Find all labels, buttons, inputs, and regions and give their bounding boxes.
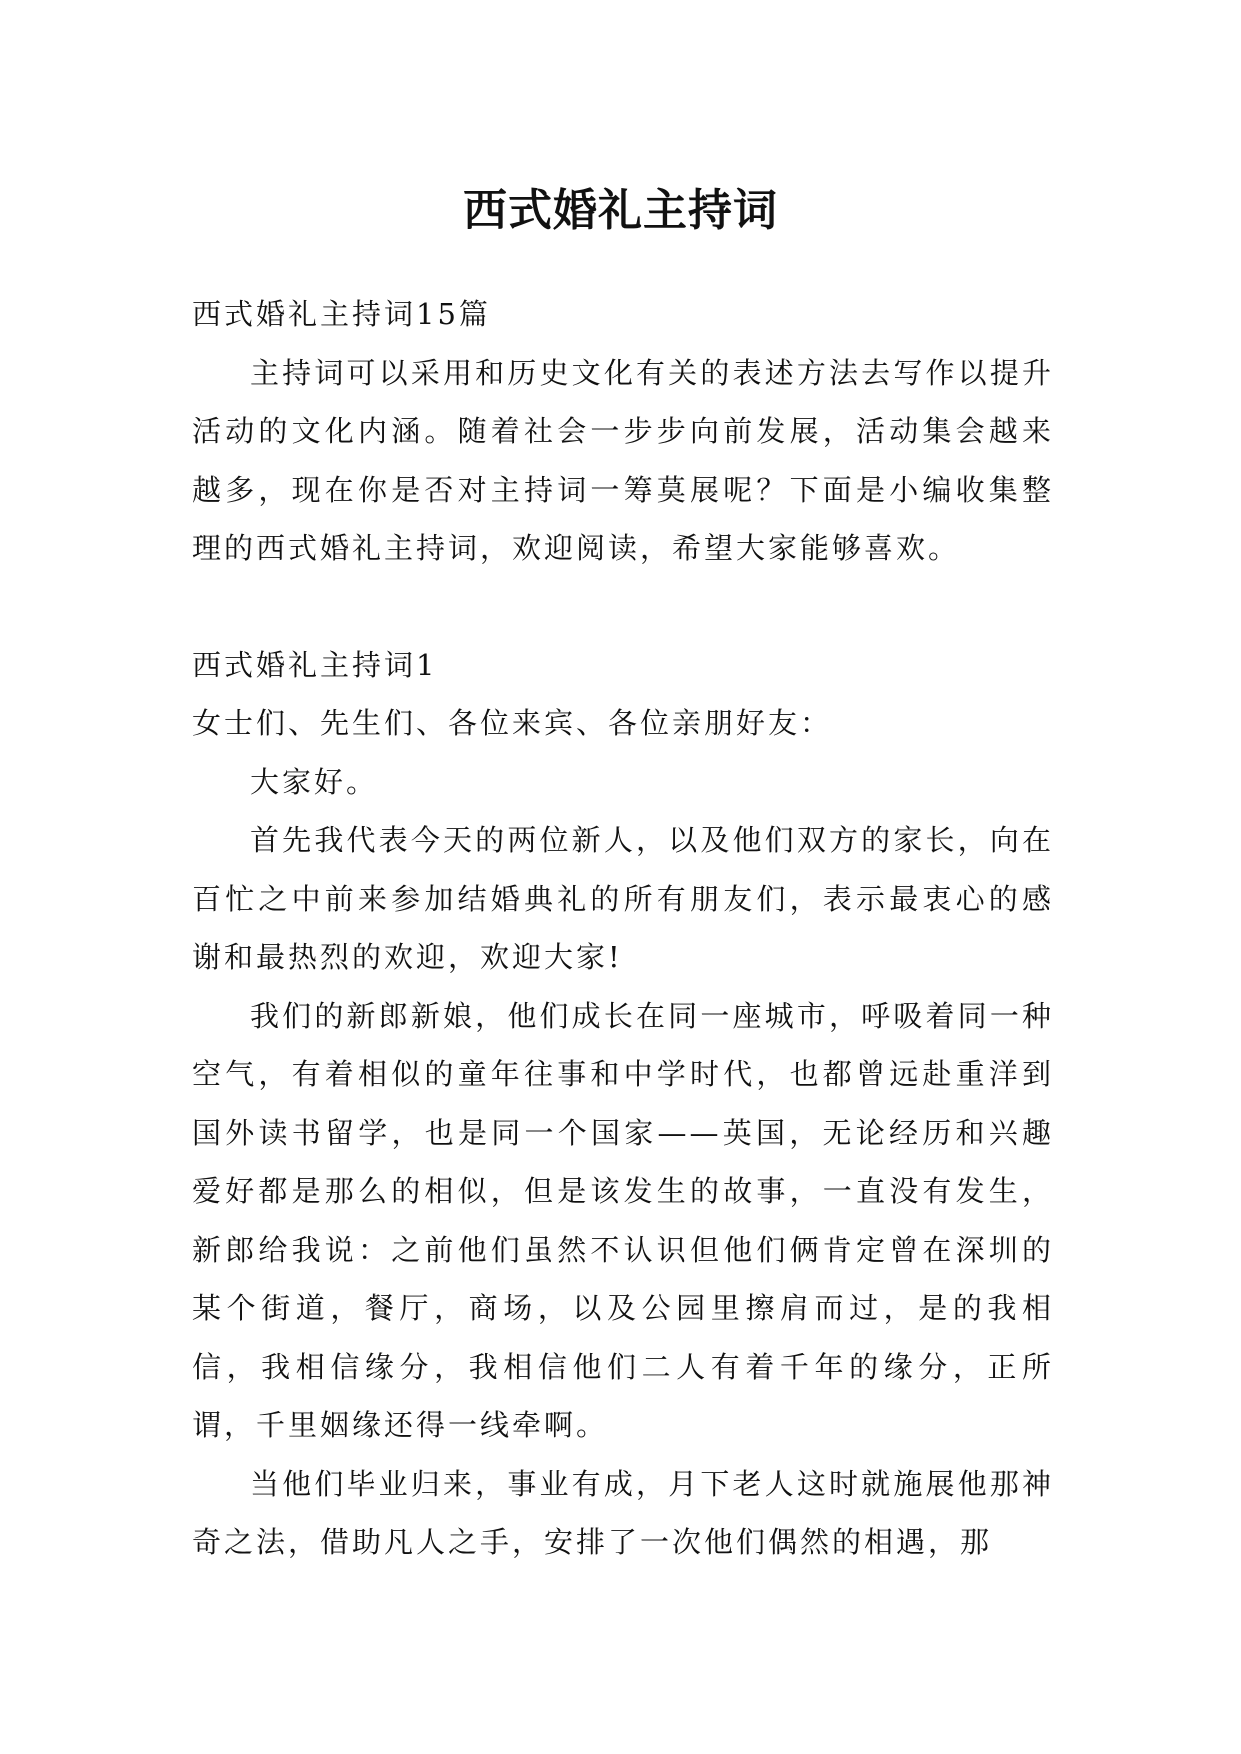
body-paragraph: 当他们毕业归来，事业有成，月下老人这时就施展他那神奇之法，借助凡人之手，安排了一次他们偶然的相遇，那: [192, 1466, 1054, 1559]
body-paragraph: 大家好。: [250, 764, 379, 799]
document-body: [192, 285, 1054, 1572]
section-heading: 西式婚礼主持词1: [192, 647, 438, 682]
document-title: 西式婚礼主持词: [463, 185, 778, 237]
body-paragraph: 首先我代表今天的两位新人，以及他们双方的家长，向在百忙之中前来参加结婚典礼的所有朋友们，表示最衷心的感谢和最热烈的欢迎，欢迎大家!: [192, 823, 1054, 974]
document-subtitle: 西式婚礼主持词15篇: [192, 297, 491, 331]
salutation: 女士们、先生们、各位来宾、各位亲朋好友：: [192, 706, 833, 740]
body-paragraph: 我们的新郎新娘，他们成长在同一座城市，呼吸着同一种空气，有着相似的童年往事和中学时代，也都曾远赴重洋到国外读书留学，也是同一个国家——英国，无论经历和兴趣爱好都是那么的相似，但是该发生的故事，一直没有发生，新郎给我说：之前他们虽然不认识但他们俩肯定曾在深圳的某个街道，餐厅，商场，以及公园里擦肩而过，是的我相信，我相信缘分，我相信他们二人有着千年的缘分，正所谓，千里姻缘还得一线牵啊。: [192, 998, 1054, 1442]
intro-paragraph: 主持词可以采用和历史文化有关的表述方法去写作以提升活动的文化内涵。随着社会一步步向前发展，活动集会越来越多，现在你是否对主持词一筹莫展呢？下面是小编收集整理的西式婚礼主持词，欢迎阅读，希望大家能够喜欢。: [192, 355, 1054, 565]
section-spacer: [192, 578, 1054, 636]
